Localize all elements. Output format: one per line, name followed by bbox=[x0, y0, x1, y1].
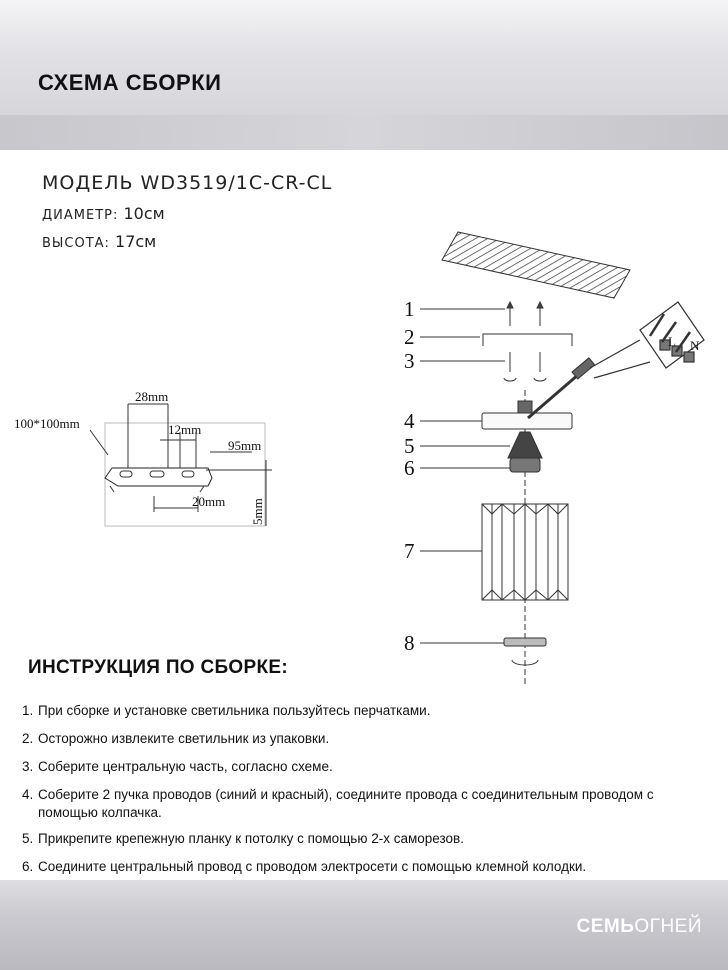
step-text: Соедините центральный провод с проводом электросети с помощью клемной колодки. bbox=[38, 859, 587, 874]
diameter-value: 10см bbox=[118, 204, 165, 223]
part-label-6: 6 bbox=[404, 456, 415, 480]
dim-28: 28mm bbox=[135, 389, 169, 404]
height-label: ВЫСОТА: bbox=[42, 236, 110, 251]
dim-12: 12mm bbox=[168, 422, 202, 437]
page-title: СХЕМА СБОРКИ bbox=[38, 70, 222, 95]
part-label-8: 8 bbox=[404, 631, 415, 655]
step-text: Соберите центральную часть, согласно схеме. bbox=[38, 759, 333, 774]
terminal-label-l: L bbox=[668, 334, 676, 349]
step-number: 1. bbox=[22, 703, 34, 718]
list-item bbox=[22, 758, 712, 776]
instructions-title: ИНСТРУКЦИЯ ПО СБОРКЕ: bbox=[28, 657, 288, 678]
list-item bbox=[22, 730, 712, 748]
step-number: 5. bbox=[22, 831, 34, 846]
part-label-4: 4 bbox=[404, 409, 415, 433]
lamp-assembly bbox=[482, 302, 595, 686]
brand-logo bbox=[576, 916, 702, 938]
ceiling-hatch bbox=[442, 232, 630, 298]
part-label-5: 5 bbox=[404, 434, 415, 458]
list-item bbox=[22, 786, 712, 822]
header-stripe bbox=[0, 115, 728, 150]
list-item bbox=[22, 702, 712, 720]
height-value: 17см bbox=[109, 232, 157, 251]
step-text: Соберите 2 пучка проводов (синий и красный), соедините провода с соединительным проводом с помощью колпачка. bbox=[38, 787, 654, 820]
brand-bold: СЕМЬ bbox=[576, 916, 635, 937]
instructions-list bbox=[22, 702, 712, 886]
diameter-label: ДИАМЕТР: bbox=[42, 208, 119, 223]
terminal-block-detail bbox=[590, 302, 704, 378]
dim-95: 95mm bbox=[228, 438, 262, 453]
step-number: 2. bbox=[22, 731, 34, 746]
terminal-label-n: N bbox=[690, 338, 700, 353]
brand-light: ОГНЕЙ bbox=[634, 916, 702, 937]
part-label-2: 2 bbox=[404, 325, 415, 349]
part-label-3: 3 bbox=[404, 349, 415, 373]
list-item bbox=[22, 858, 712, 876]
list-item bbox=[22, 830, 712, 848]
assembly-diagram bbox=[0, 220, 728, 690]
dim-plate: 100*100mm bbox=[14, 416, 80, 431]
step-number: 6. bbox=[22, 859, 34, 874]
step-text: Осторожно извлеките светильник из упаковки. bbox=[38, 731, 330, 746]
step-text: Прикрепите крепежную планку к потолку с помощью 2-х саморезов. bbox=[38, 831, 464, 846]
step-number: 3. bbox=[22, 759, 34, 774]
dim-20: 20mm bbox=[192, 494, 226, 509]
part-label-1: 1 bbox=[404, 297, 415, 321]
step-number: 4. bbox=[22, 787, 34, 802]
step-text: При сборке и установке светильника пользуйтесь перчатками. bbox=[38, 703, 431, 718]
assembly-diagram-svg bbox=[0, 220, 728, 690]
part-label-7: 7 bbox=[404, 539, 415, 563]
model-name: МОДЕЛЬ WD3519/1C-CR-CL bbox=[42, 172, 333, 194]
dim-5: 5mm bbox=[250, 498, 265, 525]
